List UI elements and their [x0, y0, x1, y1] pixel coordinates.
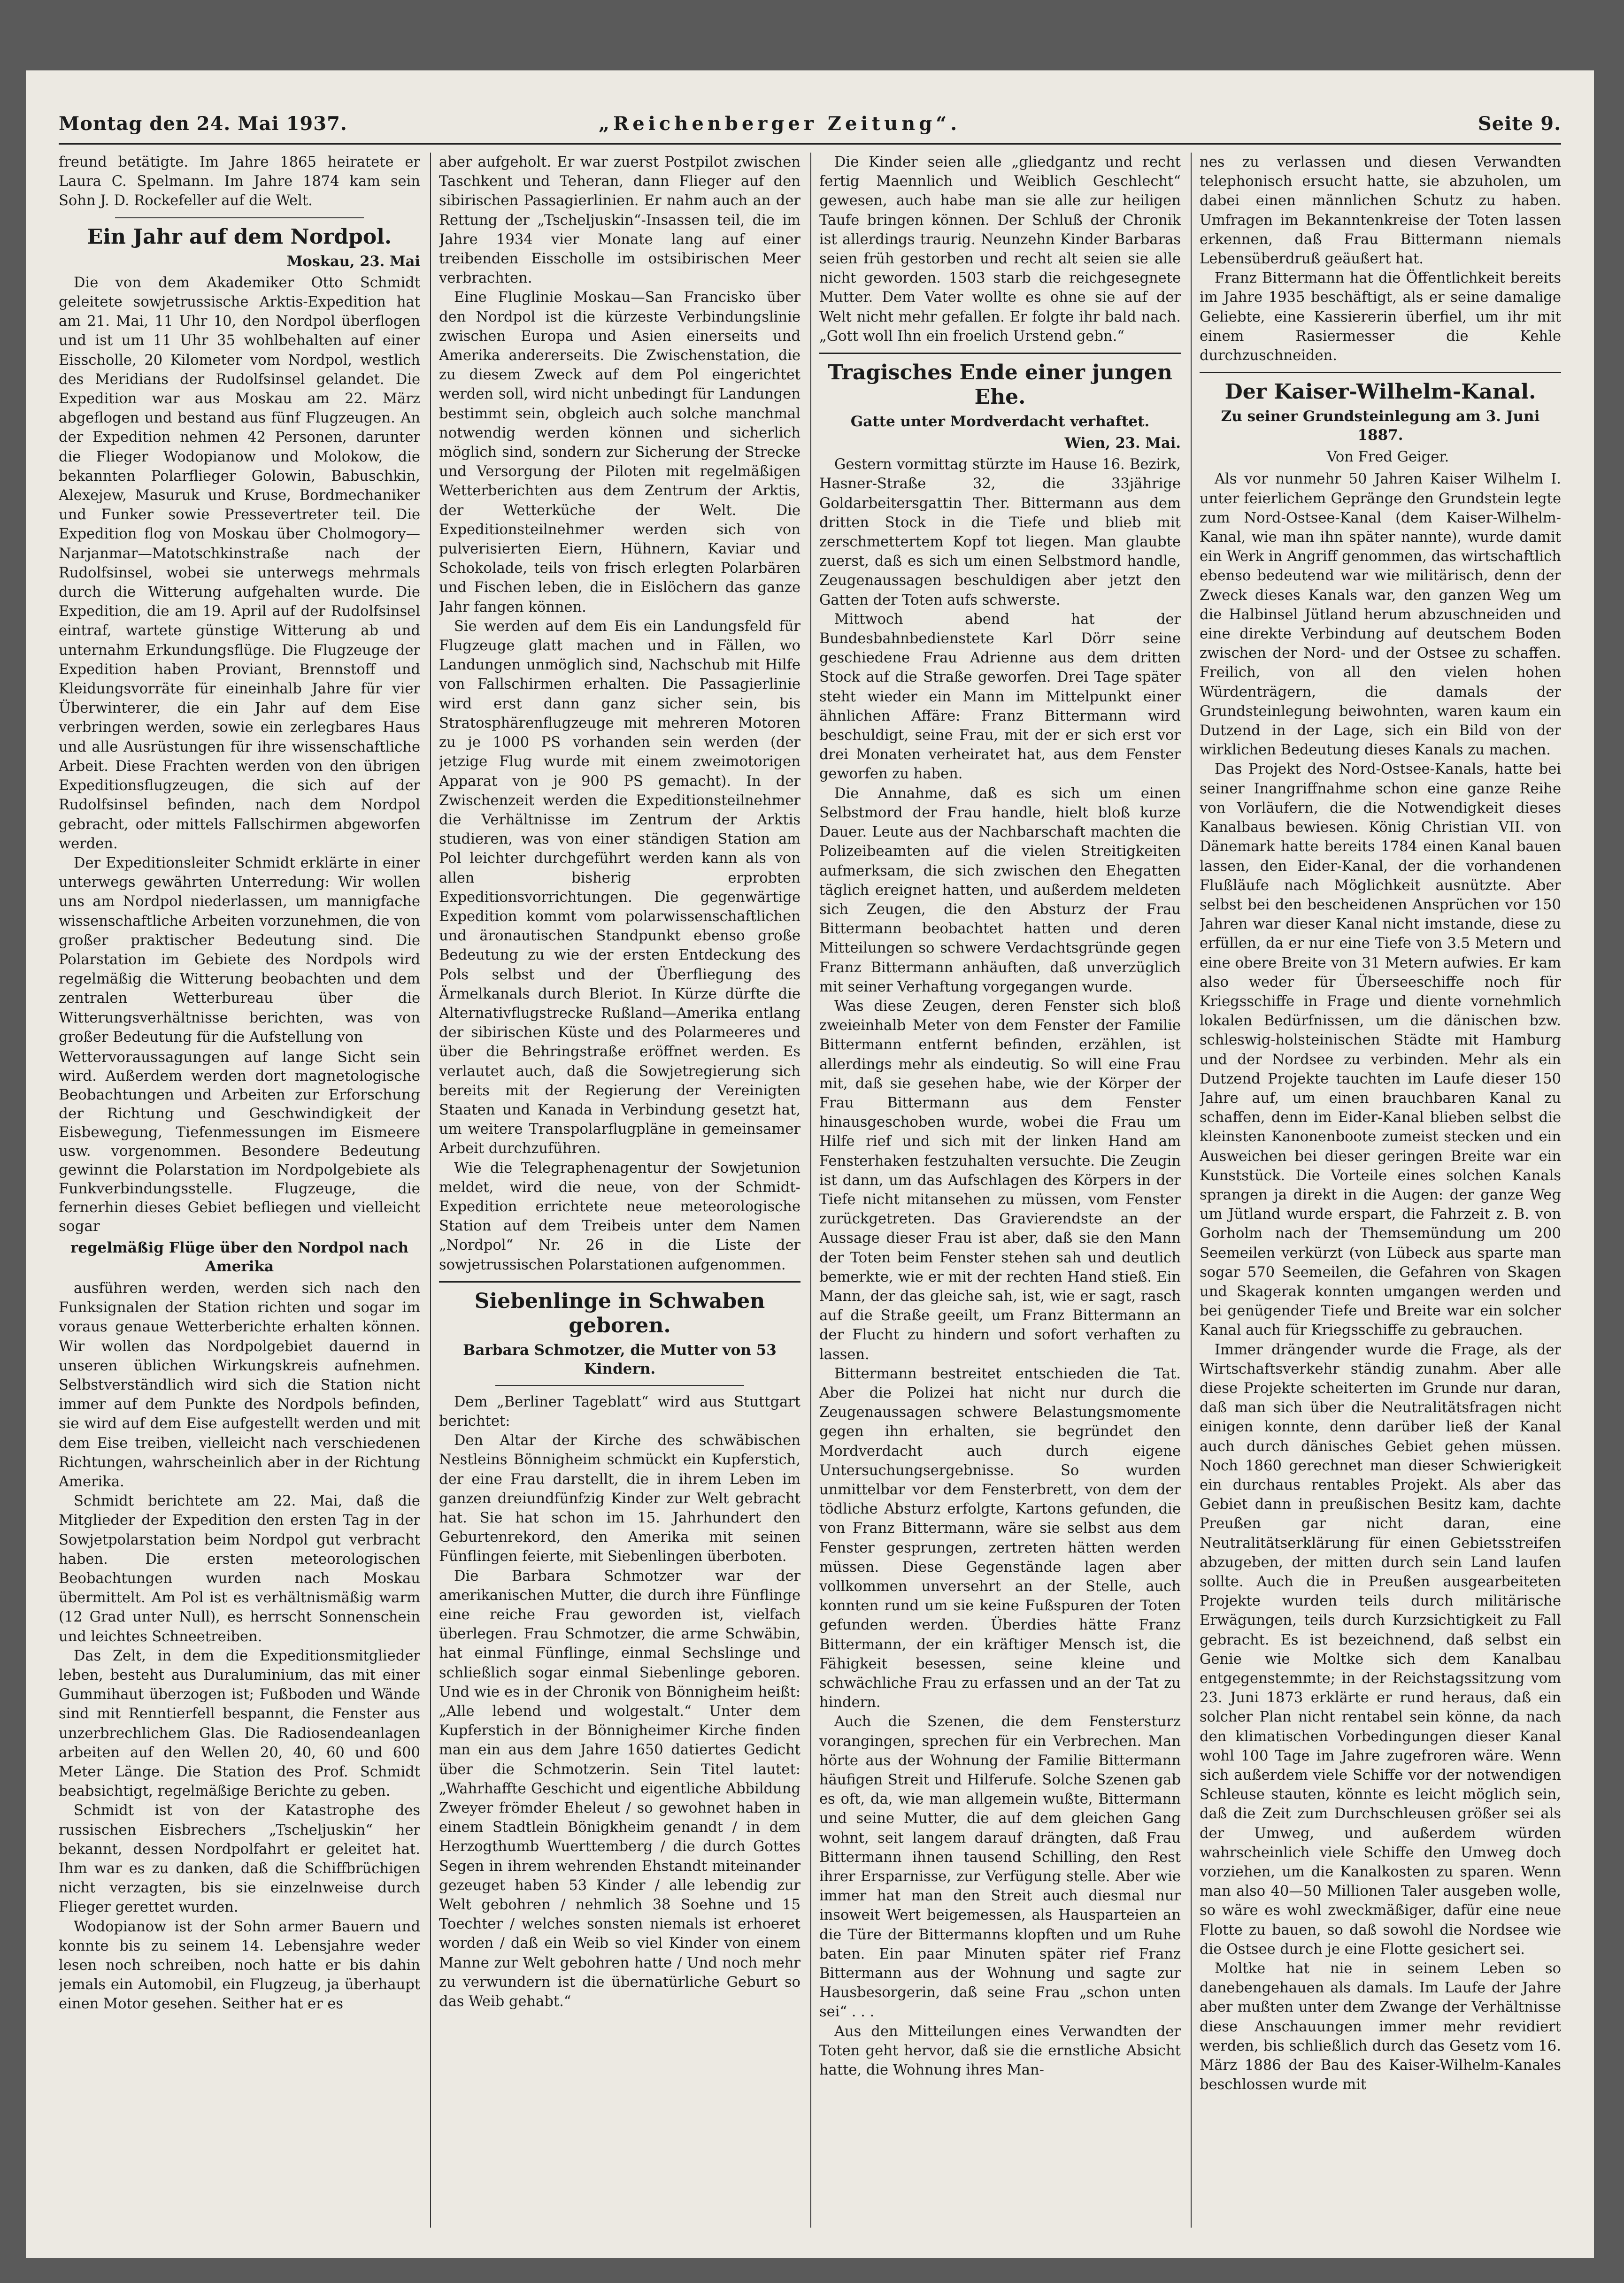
article-paragraph: Die Kinder seien alle „gliedgantz und recht fertig Maennlich und Weiblich Geschlecht“ gewesen, auch habe man sie alle zur heiligen Taufe bringen können. Der Schluß der Chronik ist allerdings traurig. Neunzehn Kinder Barbaras seien früh gestorben und recht alt seien sie alle nicht geworden. 1503 starb die reichgesegnete Mutter. Dem Vater wollte es ohne sie auf der Welt nicht mehr gefallen. Er folgte ihr bald nach. „Gott woll Ihn ein froelich Urstend gebn.“: [819, 154, 1181, 345]
article-paragraph: Auch die Szenen, die dem Fenstersturz vorangingen, sprechen für ein Verbrechen. Man hörte aus der Wohnung der Familie Bittermann häufigen Streit und Hilferufe. Solche Szenen gab es oft, da, wie man allgemein wußte, Bittermann und seine Mutter, die auf dem gleichen Gang wohnt, seit langem darauf drängten, daß Frau Bittermann ihnen tausend Schilling, den Rest ihrer Ersparnisse, zur Verfügung stelle. Aber wie immer hat man den Streit auch diesmal nur insoweit Wert beigemessen, als Hausparteien an die Türe der Bittermanns klopften und um Ruhe baten. Ein paar Minuten später rief Franz Bittermann aus der Wohnung und sagte zur Hausbesorgerin, daß seine Frau „schon unten sei“ . . .: [819, 1714, 1181, 2021]
article-headline: Tragisches Ende einer jungen Ehe.: [828, 361, 1172, 409]
page-header: [59, 113, 1561, 141]
article-divider: [439, 1281, 800, 1283]
article-paragraph: Die Barbara Schmotzer war der amerikanischen Mutter, die durch ihre Fünflinge eine reiche Frau geworden ist, vielfach überlegen. Frau Schmotzer, die arme Schwäbin, hat einmal Fünflinge, einmal Sechslinge und schließlich sogar einmal Siebenlinge geboren. Und wie es in der Chronik von Bönnigheim heißt: „Alle lebend und wolgestalt.“ Unter dem Kupferstich in der Bönnigheimer Kirche finden man ein aus dem Jahre 1650 datiertes Gedicht über die Schmotzerin. Sein Titel lautet: „Wahrhaffte Geschicht und eigentliche Abbildung Zweyer frömder Eheleut / so gewohnet haben in einem Stadtlein Bönigkheim genandt / in dem Herzogthumb Wuerttemberg / die durch Gottes Segen in ihrem wehrenden Ehstandt miteinander gezeuget haben 53 Kinder / alle lebendig zur Welt gebohren / nehmlich 38 Soehne und 15 Toechter / welches sonsten niemals ist erhoeret worden / daß ein Weib so viel Kinder von einem Manne zur Welt gebohren hatte / Und noch mehr zu verwundern ist die übernatürliche Geburt so das Weib gehabt.“: [439, 1568, 800, 2010]
article-divider: [1200, 372, 1561, 373]
column-divider: [810, 153, 811, 2228]
article-paragraph: Franz Bittermann hat die Öffentlichkeit bereits im Jahre 1935 beschäftigt, als er seine damalige Geliebte, eine Kassiererin überfiel, um ihr mit einem Rasiermesser die Kehle durchzuschneiden.: [1200, 270, 1561, 364]
article-dateline: Wien, 23. Mai.: [1064, 435, 1181, 452]
article-paragraph: Gestern vormittag stürzte im Hause 16. Bezirk, Hasner-Straße 32, die 33jährige Goldarbeitersgattin Ther. Bittermann aus dem dritten Stock in die Tiefe und blieb mit zerschmettertem Kopf tot liegen. Man glaubte zuerst, daß es sich um einen Selbstmord handle, Zeugenaussagen beschuldigen aber jetzt den Gatten der Toten aufs schwerste.: [819, 456, 1181, 608]
article-paragraph: Immer drängender wurde die Frage, als der Wirtschaftsverkehr ständig zunahm. Aber alle diese Projekte scheiterten im Grunde nur daran, daß man sich über die Neutralitätsfragen nicht einigen konnte, denn darüber ließ der Kanal auch durch dänisches Gebiet gehen müssen. Noch 1860 gerechnet man dieser Schwierigkeit ein durchaus rentables Projekt. Als aber das Gebiet dann in preußischen Besitz kam, dachte Preußen gar nicht daran, eine Neutralitätserklärung für einen Gebietsstreifen abzugeben, der mitten durch sein Land laufen sollte. Auch die in Preußen ausgearbeiteten Projekte wurden teils durch militärische Erwägungen, teils durch Kurzsichtigkeit zu Fall gebracht. Es ist bezeichnend, daß selbst ein Genie wie Moltke sich dem Kanalbau entgegenstemmte; in der Reichstagssitzung vom 23. Juni 1873 erklärte er rund heraus, daß ein solcher Plan nicht rentabel sein könne, da nach den klimatischen Vorbedingungen dieser Kanal wohl 100 Tage im Jahre zugefroren wäre. Wenn sich außerdem viele Schiffe vor der notwendigen Schleuse stauten, könnte es leicht möglich sein, daß die Zeit zum Durchschleusen größer sei als der Umweg, und außerdem würden wahrscheinlich viele Schiffe den Umweg doch vorziehen, um die Kanalkosten zu sparen. Wenn man also 40—50 Millionen Taler ausgeben wolle, so wäre es wohl zweckmäßiger, dafür eine neue Flotte zu bauen, so daß sowohl die Nordsee wie die Ostsee durch je eine Flotte gesichert sei.: [1200, 1341, 1561, 1958]
article-paragraph: Den Altar der Kirche des schwäbischen Nestleins Bönnigheim schmückt ein Kupferstich, der eine Frau darstellt, die in ihrem Leben im ganzen dreiundfünfzig Kinder zur Welt gebracht hat. Sie hat schon im 15. Jahrhundert den Geburtenrekord, den Amerika mit seinen Fünflingen feierte, mit Siebenlingen überboten.: [439, 1432, 800, 1565]
article-paragraph: Mittwoch abend hat der Bundesbahnbedienstete Karl Dörr seine geschiedene Frau Adrienne aus dem dritten Stock auf die Straße geworfen. Drei Tage später steht wieder ein Mann im Mittelpunkt einer ähnlichen Affäre: Franz Bittermann wird beschuldigt, seine Frau, mit der er sich erst vor drei Monaten verheiratet hat, aus dem Fenster geworfen zu haben.: [819, 611, 1181, 783]
column-2: [439, 153, 800, 2228]
article-paragraph: ausführen werden, werden sich nach den Funksignalen der Station richten und sogar im voraus genaue Wetterberichte erhalten können. Wir wollen das Nordpolgebiet dauernd in unseren üblichen Wirkungskreis aufnehmen. Selbstverständlich wird sich die Station nicht immer auf dem Punkte des Nordpols befinden, sie wird auf dem Eise aufgestellt werden und mit dem Eise treiben, vielleicht nach verschiedenen Richtungen, wahrscheinlich aber in der Richtung Amerika.: [59, 1280, 420, 1490]
article-paragraph: Bittermann bestreitet entschieden die Tat. Aber die Polizei hat nicht nur durch die Zeugenaussagen schwere Belastungsmomente gegen ihn erhalten, sie begründet den Mordverdacht auch durch eigene Untersuchungsergebnisse. So wurden unmittelbar vor dem Fensterbrett, von dem der tödliche Absturz erfolgte, Kartons gefunden, die von Franz Bittermann, wäre sie selbst aus dem Fenster gesprungen, zertreten hätten werden müssen. Diese Gegenstände lagen aber vollkommen unversehrt an der Stelle, auch konnten rund um sie keine Fußspuren der Toten gefunden werden. Überdies hätte Franz Bittermann, der ein kräftiger Mensch ist, die Fähigkeit besessen, seine kleine und schwächliche Frau zu erfassen und an der Tat zu hindern.: [819, 1365, 1181, 1711]
column-4: [1200, 153, 1561, 2228]
article-paragraph: Eine Fluglinie Moskau—San Francisko über den Nordpol ist die kürzeste Verbindungslinie zwischen Europa und Asien einerseits und Amerika andererseits. Die Zwischenstation, die zu diesem Zweck auf dem Pol eingerichtet werden soll, wird nicht unbedingt für Landungen bestimmt sein, obgleich auch solche manchmal notwendig werden können und sicherlich möglich sind, sondern zur Sicherung der Strecke und Versorgung der Piloten mit regelmäßigen Wetterberichten aus dem Zentrum der Arktis, der Wetterküche der Welt. Die Expeditionsteilnehmer werden sich von pulverisierten Eiern, Hühnern, Kaviar und Schokolade, teils von frisch erlegten Polarbären und Fischen leben, die in Eislöchern das ganze Jahr fangen können.: [439, 289, 800, 615]
column-3: [819, 153, 1181, 2228]
column-1: [59, 153, 420, 2228]
article-paragraph: Das Projekt des Nord-Ostsee-Kanals, hatte bei seiner Inangriffnahme schon eine ganze Reihe von Vorläufern, die die Notwendigkeit dieses Kanalbaus bewiesen. König Christian VII. von Dänemark hatte bereits 1784 einen Kanal bauen lassen, den Eider-Kanal, der die vorhandenen Flußläufe nach Möglichkeit ausnützte. Aber selbst bei den bescheidenen Ansprüchen vor 150 Jahren war dieser Kanal nicht imstande, diese zu erfüllen, da er nur eine Tiefe von 3.5 Metern und eine obere Breite von 31 Metern aufwies. Er kam also weder für Überseeschiffe noch für Kriegsschiffe in Frage und diente vornehmlich lokalen Bedürfnissen, um die dänischen bzw. schleswig-holsteinischen Städte mit Hamburg und der Nordsee zu verbinden. Mehr als ein Dutzend Projekte tauchten im Laufe dieser 150 Jahre auf, um einen brauchbaren Kanal zu schaffen, denn im Eider-Kanal blieben selbst die kleinsten Kanonenboote zumeist stecken und ein Ausweichen bei dieser geringen Breite war ein Kunststück. Die Vorteile eines solchen Kanals sprangen ja direkt in die Augen: der ganze Weg um Jütland wurde erspart, die Fahrzeit z. B. von Gorholm nach der Themsemündung um 200 Seemeilen verkürzt (von Lübeck aus sparte man sogar 570 Seemeilen, die Gefahren von Skagen und Skagerak konnten umgangen werden und bei genügender Tiefe und Breite war ein solcher Kanal auch für Kriegsschiffe zu gebrauchen.: [1200, 761, 1561, 1339]
article-subheading: Gatte unter Mordverdacht verhaftet.: [850, 413, 1150, 430]
article-subheading: Barbara Schmotzer, die Mutter von 53 Kindern.: [463, 1341, 777, 1377]
article-paragraph: Was diese Zeugen, deren Fenster sich bloß zweieinhalb Meter von dem Fenster der Familie Bittermann entfernt befinden, erzählen, ist allerdings mehr als eindeutig. So will eine Frau mit, daß sie gesehen habe, wie der Körper der Frau Bittermann aus dem Fenster hinausgeschoben wurde, wobei die Frau um Hilfe rief und sich mit der linken Hand am Fensterhaken festzuhalten versuchte. Die Zeugin ist dann, um das Aufschlagen des Körpers in der Tiefe nicht mitansehen zu müssen, vom Fenster zurückgetreten. Das Gravierendste an der Aussage dieser Frau ist aber, daß sie den Mann der Toten beim Fenster stehen sah und deutlich bemerkte, wie er mit der rechten Hand stieß. Ein Mann, der das gleiche sah, ist, wie er sagt, rasch auf die Straße geeilt, um Franz Bittermann an der Flucht zu hindern und sofort verhaften zu lassen.: [819, 998, 1181, 1363]
newspaper-page: [26, 70, 1594, 2258]
article-paragraph: Die Annahme, daß es sich um einen Selbstmord der Frau handle, hielt bloß kurze Dauer. Leute aus der Nachbarschaft machten die Polizeibeamten auf die vielen Streitigkeiten aufmerksam, die sich zwischen den Ehegatten täglich ereignet hatten, und außerdem meldeten sich Zeugen, die den Absturz der Frau Bittermann beobachtet hatten und deren Mitteilungen so schwere Verdachtsgründe gegen Franz Bittermann anhäuften, daß unverzüglich mit seiner Verhaftung vorgegangen wurde.: [819, 785, 1181, 995]
header-date: Montag den 24. Mai 1937.: [59, 113, 347, 135]
article-subheading: Wettervoraussagungen auf lange Sicht sein wird. Außerdem werden dort magnetologische Beobachtungen und Arbeiten zur Erforschung der Richtung und Geschwindigkeit der Eisbewegung, Tiefenmessungen im Eismeere usw. vorgenommen. Besondere Bedeutung gewinnt die Polarstation im Nordpolgebiete als Funkverbindungsstelle. Flugzeuge, die fernerhin dieses Gebiet befliegen und vielleicht sogar: [59, 1048, 420, 1235]
article-headline: Siebenlinge in Schwaben geboren.: [474, 1289, 765, 1338]
header-newspaper-title: „Reichenberger Zeitung“.: [599, 113, 961, 135]
article-paragraph: Schmidt berichtete am 22. Mai, daß die Mitglieder der Expedition den ersten Tag in der Sowjetpolarstation beim Nordpol gut verbracht haben. Die ersten meteorologischen Beobachtungen wurden nach Moskau übermittelt. Am Pol ist es verhältnismäßig warm (12 Grad unter Null), es herrscht Sonnenschein und leichtes Schneetreiben.: [59, 1493, 420, 1645]
article-headline: Ein Jahr auf dem Nordpol.: [87, 224, 392, 249]
article-text: freund betätigte. Im Jahre 1865 heiratete er Laura C. Spelmann. Im Jahre 1874 kam sein Sohn J. D. Rockefeller auf die Welt.: [59, 154, 420, 209]
header-page-number: Seite 9.: [1478, 113, 1561, 135]
article-paragraph: Als vor nunmehr 50 Jahren Kaiser Wilhelm I. unter feierlichem Gepränge den Grundstein legte zum Nord-Ostsee-Kanal (dem Kaiser-Wilhelm-Kanal, wie man ihn später nannte), wurde damit ein Werk in Angriff genommen, das wirtschaftlich ebenso bedeutend war wie militärisch, denn der Zweck dieses Kanals war, den ganzen Weg um die Halbinsel Jütland herum abzuschneiden und eine direkte Verbindung auf deutschem Boden zwischen der Nord- und der Ostsee zu schaffen. Freilich, von all den vielen hohen Würdenträgern, die damals der Grundsteinlegung beiwohnten, waren kaum ein Dutzend in der Lage, sich ein Bild von der wirklichen Bedeutung dieses Kanals zu machen.: [1200, 471, 1561, 759]
article-headline: Der Kaiser-Wilhelm-Kanal.: [1224, 380, 1536, 404]
article-subheading: regelmäßig Flüge über den Nordpol nach Amerika: [70, 1239, 409, 1275]
header-rule: [59, 143, 1561, 145]
article-divider: [819, 353, 1181, 354]
column-divider: [430, 153, 431, 2228]
article-divider: [115, 217, 364, 218]
article-paragraph: aber aufgeholt. Er war zuerst Postpilot zwischen Taschkent und Teheran, dann Flieger auf den sibirischen Passagierlinien. Er nahm auch an der Rettung der „Tscheljuskin“-Insassen teil, die im Jahre 1934 vier Monate lang auf einer treibenden Eisscholle im ostsibirischen Meer verbrachten.: [439, 154, 800, 287]
column-divider: [1191, 153, 1192, 2228]
article-paragraph: Dem „Berliner Tageblatt“ wird aus Stuttgart berichtet:: [439, 1393, 800, 1430]
article-paragraph: Schmidt ist von der Katastrophe des russischen Eisbrechers „Tscheljuskin“ her bekannt, dessen Nordpolfahrt er geleitet hat. Ihm war es zu danken, daß die Schiffbrüchigen nicht verzagten, bis sie einzelnweise durch Flieger gerettet wurden.: [59, 1802, 420, 1916]
article-paragraph: Aus den Mitteilungen eines Verwandten der Toten geht hervor, daß sie die ernstliche Absicht hatte, die Wohnung ihres Man-: [819, 2023, 1181, 2079]
article-paragraph: nes zu verlassen und diesen Verwandten telephonisch ersucht hatte, sie abzuholen, um dabei einen männlichen Schutz zu haben. Umfragen im Bekanntenkreise der Toten lassen erkennen, daß Frau Bittermann niemals Lebensüberdruß geäußert hat.: [1200, 154, 1561, 268]
article-author: Von Fred Geiger.: [1326, 449, 1449, 466]
article-dateline: Moskau, 23. Mai: [286, 253, 420, 270]
article-paragraph: Der Expeditionsleiter Schmidt erklärte in einer unterwegs gewährten Unterredung: Wir wollen uns am Nordpol niederlassen, um mannigfache wissenschaftliche Arbeiten vorzunehmen, die von großer praktischer Bedeutung sind. Die Polarstation im Gebiete des Nordpols wird regelmäßig die Witterung beobachten und dem zentralen Wetterbureau über die Witterungsverhältnisse berichten, was von großer Bedeutung für die Aufstellung von: [59, 854, 420, 1045]
article-paragraph: Die von dem Akademiker Otto Schmidt geleitete sowjetrussische Arktis-Expedition hat am 21. Mai, 11 Uhr 10, den Nordpol überflogen und ist um 11 Uhr 35 wohlbehalten auf einer Eisscholle, 20 Kilometer vom Nordpol, westlich des Meridians der Rudolfsinsel gelandet. Die Expedition war aus Moskau am 22. März abgeflogen und bestand aus fünf Flugzeugen. An der Expedition nehmen 42 Personen, darunter die Flieger Wodopianow und Molokow, die bekannten Polarflieger Golowin, Babuschkin, Alexejew, Masuruk und Kruse, Bordmechaniker und Funker sowie Pressevertreter teil. Die Expedition flog von Moskau über Cholmogory—Narjanmar—Matotschkinstraße nach der Rudolfsinsel, wobei sie unterwegs mehrmals durch die Witterung aufgehalten wurde. Die Expedition, die am 19. April auf der Rudolfsinsel eintraf, wartete günstige Witterung ab und unternahm Erkundungsflüge. Die Flugzeuge der Expedition haben Proviant, Brennstoff und Kleidungsvorräte für eineinhalb Jahre für vier Überwinterer, die ein Jahr auf dem Eise verbringen werden, sowie ein zerlegbares Haus und alle Ausrüstungen für ihre wissenschaftliche Arbeit. Diese Frachten werden von den übrigen Expeditionsflugzeugen, die sich auf der Rudolfsinsel befinden, nach dem Nordpol gebracht, oder mittels Fallschirmen abgeworfen werden.: [59, 274, 420, 852]
article-paragraph: Wodopianow ist der Sohn armer Bauern und konnte bis zu seinem 14. Lebensjahre weder lesen noch schreiben, noch hatte er bis dahin jemals ein Automobil, ein Flugzeug, ja überhaupt einen Motor gesehen. Seither hat er es: [59, 1918, 420, 2013]
article-paragraph: Moltke hat nie in seinem Leben so danebengehauen als damals. Im Laufe der Jahre aber mußten unter dem Zwange der Verhältnisse diese Anschauungen immer mehr revidiert werden, bis schließlich durch das Gesetz vom 16. März 1886 der Bau des Kaiser-Wilhelm-Kanales beschlossen wurde mit: [1200, 1960, 1561, 2093]
article-subheading: Zu seiner Grundsteinlegung am 3. Juni 1887.: [1221, 408, 1540, 444]
article-paragraph: Sie werden auf dem Eis ein Landungsfeld für Flugzeuge glatt machen und in Fällen, wo Landungen unmöglich sind, Nachschub mit Hilfe von Fallschirmen erhalten. Die Passagierlinie wird erst dann ganz sicher sein, bis Stratosphärenflugzeuge mit mehreren Motoren zu je 1000 PS vorhanden sein werden (der jetzige Flug wurde mit einem zweimotorigen Apparat von je 900 PS gemacht). In der Zwischenzeit werden die Expeditionsteilnehmer die Verhältnisse im Zentrum der Arktis studieren, was von einer ständigen Station am Pol leichter durchgeführt werden kann als von allen bisherig erprobten Expeditionsvorrichtungen. Die gegenwärtige Expedition kommt vom polarwissenschaftlichen und äronautischen Standpunkt ebenso große Bedeutung zu wie der ersten Entdeckung des Pols selbst und der Überfliegung des Ärmelkanals durch Bleriot. In Kürze dürfte die Alternativflugstrecke Rußland—Amerika entlang der sibirischen Küste und des Polarmeeres und über die Behringstraße eröffnet werden. Es verlautet auch, daß die Sowjetregierung sich bereits mit der Regierung der Vereinigten Staaten und Kanada in Verbindung gesetzt hat, um weitere Transpolarflugpläne in gemeinsamer Arbeit durchzuführen.: [439, 618, 800, 1157]
article-divider: [495, 1385, 744, 1386]
article-paragraph: Wie die Telegraphenagentur der Sowjetunion meldet, wird die neue, von der Schmidt-Expedition errichtete neue meteorologische Station auf dem Treibeis unter dem Namen „Nordpol“ Nr. 26 in die Liste der sowjetrussischen Polarstationen aufgenommen.: [439, 1160, 800, 1273]
article-paragraph: Das Zelt, in dem die Expeditionsmitglieder leben, besteht aus Duraluminium, das mit einer Gummihaut überzogen ist; Fußboden und Wände sind mit Renntierfell bespannt, die Fenster aus unzerbrechlichem Glas. Die Radiosendeanlagen arbeiten auf den Wellen 20, 40, 60 und 600 Meter Länge. Die Station des Prof. Schmidt beabsichtigt, regelmäßige Berichte zu geben.: [59, 1647, 420, 1800]
